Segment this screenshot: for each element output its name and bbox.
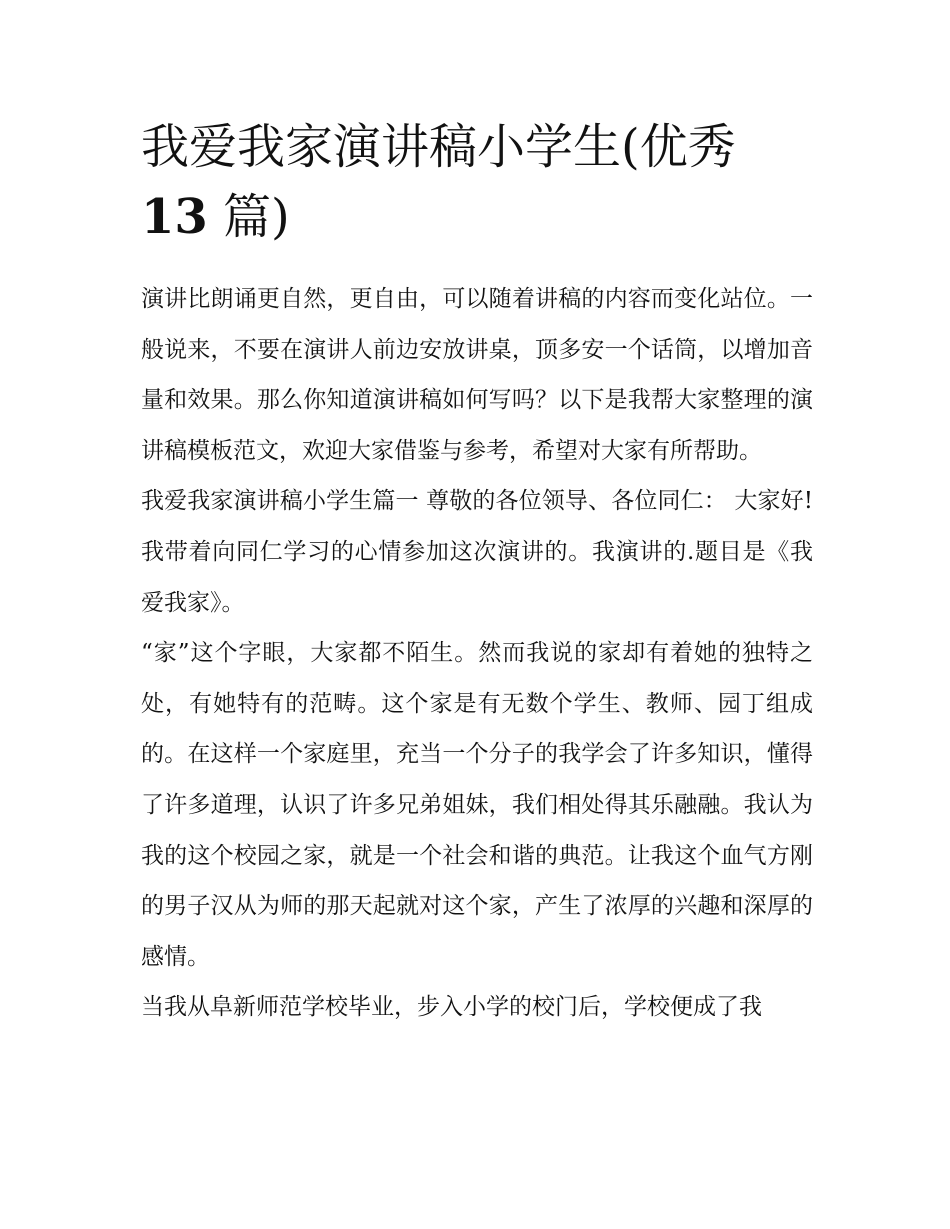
paragraph-graduation: 当我从阜新师范学校毕业，步入小学的校门后，学校便成了我 <box>141 994 762 1021</box>
title-line-2-rest: 篇) <box>207 189 290 245</box>
paragraph-greeting: 我爱我家演讲稿小学生篇一 尊敬的各位领导、各位同仁： 大家好!我带着向同仁学习的心情参加这次演讲的。我演讲的.题目是《我爱我家》。 <box>141 488 813 616</box>
document-page <box>141 112 813 1033</box>
title-count: 13 <box>141 189 208 245</box>
title-line-1: 我爱我家演讲稿小学生(优秀 <box>141 119 736 175</box>
paragraph-home: “家”这个字眼，大家都不陌生。然而我说的家却有着她的独特之处，有她特有的范畴。这个家是有无数个学生、教师、园丁组成的。在这样一个家庭里，充当一个分子的我学会了许多知识，懂得了许多道理，认识了许多兄弟姐妹，我们相处得其乐融融。我认为我的这个校园之家，就是一个社会和谐的典范。让我这个血气方刚的男子汉从为师的那天起就对这个家，产生了浓厚的兴趣和深厚的感情。 <box>141 640 813 970</box>
document-title <box>141 112 813 252</box>
paragraph-intro: 演讲比朗诵更自然，更自由，可以随着讲稿的内容而变化站位。一般说来，不要在演讲人前边安放讲桌，顶多安一个话筒，以增加音量和效果。那么你知道演讲稿如何写吗？以下是我帮大家整理的演讲稿模板范文，欢迎大家借鉴与参考，希望对大家有所帮助。 <box>141 286 813 464</box>
